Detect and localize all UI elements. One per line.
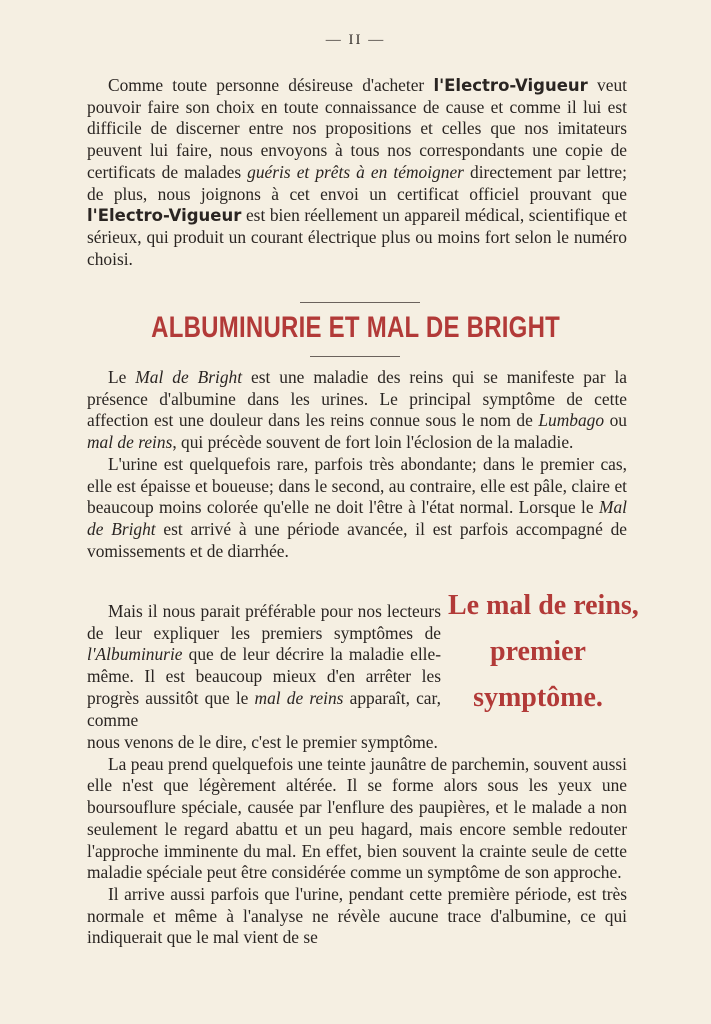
paragraph-urine bbox=[87, 454, 627, 563]
intro-text-1: Comme toute personne désireuse d'acheter bbox=[108, 75, 434, 95]
page-number: — II — bbox=[325, 32, 386, 48]
para1-text-3: ou bbox=[604, 410, 627, 431]
para3-text-3: apparaît, car, comme bbox=[87, 687, 441, 730]
para2-text-2: est arrivé à une période avancée, il est parfois accompagné de vomissements et de diarrhée. bbox=[87, 518, 627, 561]
margin-heading-line-2: premier bbox=[490, 636, 586, 667]
intro-text-2: veut pouvoir faire son choix en toute connaissance de cause et comme il lui est difficile de discerner entre nos propositions et celles que nos imitateurs peuvent lui faire, nous envoyons à tous nos correspondants une copie de certificats de malades bbox=[87, 75, 627, 182]
intro-paragraph bbox=[87, 75, 627, 270]
paragraph-analysis: Il arrive aussi parfois que l'urine, pendant cette première période, est très normale et même à l'analyse ne révèle aucune trace d'albumine, ce qui indiquerait que le mal vient de se bbox=[87, 883, 627, 948]
para3-italic-2: mal de reins bbox=[254, 687, 344, 708]
margin-heading-line-1: Le mal de reins, bbox=[448, 590, 639, 621]
divider-top bbox=[300, 302, 420, 303]
intro-text-3: directement par lettre; de plus, nous joignons à cet envoi un certificat officiel prouvant que bbox=[87, 161, 627, 204]
brand-name-2: l'Electro-Vigueur bbox=[87, 206, 242, 226]
brand-name-1: l'Electro-Vigueur bbox=[433, 76, 588, 95]
intro-text-4: est bien réellement un appareil médical, scientifique et sérieux, qui produit un courant électrique plus ou moins fort selon le numéro choisi. bbox=[87, 205, 627, 269]
para1-italic-1: Mal de Bright bbox=[135, 367, 243, 387]
para1-text-4: , qui précède souvent de fort loin l'éclosion de la maladie. bbox=[172, 432, 574, 453]
para2-italic-1: Mal de Bright bbox=[87, 497, 627, 539]
para1-text-1: Le bbox=[108, 367, 136, 387]
para3-continuation: nous venons de le dire, c'est le premier symptôme. bbox=[87, 732, 438, 752]
intro-italic-1: guéris et prêts à en témoigner bbox=[247, 161, 464, 182]
para3-italic-1: l'Albuminurie bbox=[87, 644, 183, 665]
margin-heading-line-3: symptôme. bbox=[473, 682, 603, 713]
paragraph-mal-de-bright bbox=[87, 367, 627, 454]
para3-text-2: que de leur décrire la maladie elle-même. Il est beaucoup mieux d'en arrêter les progrès aussitôt que le bbox=[87, 644, 441, 708]
margin-heading bbox=[448, 583, 639, 721]
para3-text-1: Mais il nous parait préférable pour nos lecteurs de leur expliquer les premiers symptômes de bbox=[87, 601, 441, 643]
section-headline: ALBUMINURIE ET MAL DE BRIGHT bbox=[151, 311, 561, 344]
divider-bottom bbox=[310, 356, 400, 357]
para1-text-2: est une maladie des reins qui se manifeste par la présence d'albumine dans les urines. Le principal symptôme de cette affection est une douleur dans les reins connue sous le nom de bbox=[87, 367, 627, 431]
paragraph-symptoms bbox=[87, 601, 441, 731]
para1-italic-2: Lumbago bbox=[538, 410, 605, 431]
paragraph-skin: La peau prend quelquefois une teinte jaunâtre de parchemin, souvent aussi elle n'est que légèrement altérée. Il se forme alors sous les yeux une boursouflure spéciale, causée par l'enflure des paupières, et le malade a non seulement le regard abattu et un peu hagard, mais encore semble redouter l'approche imminente du mal. En effet, bien souvent la crainte seule de cette maladie spéciale peut être considérée comme un symptôme de son approche. bbox=[87, 753, 627, 883]
para2-text-1: L'urine est quelquefois rare, parfois très abondante; dans le premier cas, elle est épaisse et boueuse; dans le second, au contraire, elle est pâle, claire et beaucoup moins colorée qu'elle ne doit l'être à l'état normal. Lorsque le bbox=[87, 453, 627, 518]
tail-paragraphs bbox=[87, 732, 627, 949]
body-paragraphs bbox=[87, 367, 627, 562]
para1-italic-3: mal de reins bbox=[87, 432, 173, 453]
